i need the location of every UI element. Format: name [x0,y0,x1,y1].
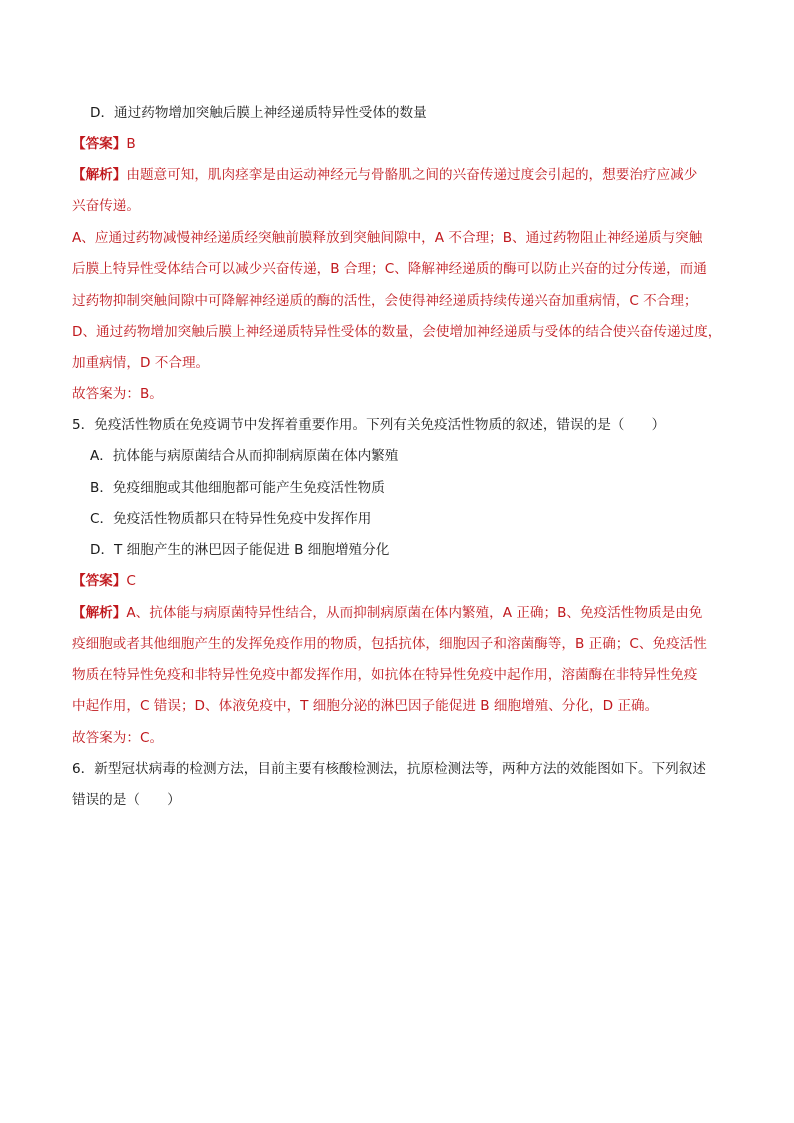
q4-analysis-line-2: 兴奋传递。 [72,198,140,214]
answer-tag: 【答案】 [72,136,127,152]
q4-analysis-line-4: 后膜上特异性受体结合可以减少兴奋传递，B 合理；C、降解神经递质的酶可以防止兴奋的过分传递，而通 [72,261,707,277]
answer-value: B [126,136,136,152]
analysis-tag: 【解析】 [72,167,127,183]
q4-analysis-line-1 [72,165,697,185]
q4-answer [72,134,136,154]
q5-option-c: C．免疫活性物质都只在特异性免疫中发挥作用 [90,511,372,527]
analysis-text: 由题意可知，肌肉痉挛是由运动神经元与骨骼肌之间的兴奋传递过度会引起的，想要治疗应减少 [126,167,698,183]
q6-stem-line-1: 6．新型冠状病毒的检测方法，目前主要有核酸检测法，抗原检测法等，两种方法的效能图如下。下列叙述 [72,761,706,777]
q5-analysis-line-4: 中起作用，C 错误；D、体液免疫中，T 细胞分泌的淋巴因子能促进 B 细胞增殖、分化，D 正确。 [72,698,659,714]
q5-option-a: A．抗体能与病原菌结合从而抑制病原菌在体内繁殖 [90,448,399,464]
q6-stem-line-2: 错误的是（ ） [72,792,181,808]
q5-conclusion: 故答案为：C。 [72,730,164,746]
analysis-text: A、抗体能与病原菌特异性结合，从而抑制病原菌在体内繁殖，A 正确；B、免疫活性物质是由免 [126,605,703,621]
q5-option-d: D．T 细胞产生的淋巴因子能促进 B 细胞增殖分化 [90,542,390,558]
q4-analysis-line-7: 加重病情，D 不合理。 [72,355,210,371]
answer-tag: 【答案】 [72,573,127,589]
q5-stem: 5．免疫活性物质在免疫调节中发挥着重要作用。下列有关免疫活性物质的叙述，错误的是（ ） [72,417,666,433]
q4-analysis-line-3: A、应通过药物减慢神经递质经突触前膜释放到突触间隙中，A 不合理；B、通过药物阻止神经递质与突触 [72,230,703,246]
answer-value: C [126,573,136,589]
q5-analysis-line-3: 物质在特异性免疫和非特异性免疫中都发挥作用，如抗体在特异性免疫中起作用，溶菌酶在非特异性免疫 [72,667,698,683]
q5-answer [72,571,136,591]
q5-analysis-line-1 [72,603,702,623]
q4-analysis-line-6: D、通过药物增加突触后膜上神经递质特异性受体的数量，会使增加神经递质与受体的结合使兴奋传递过度， [72,324,722,340]
q5-analysis-line-2: 疫细胞或者其他细胞产生的发挥免疫作用的物质，包括抗体，细胞因子和溶菌酶等，B 正确；C、免疫活性 [72,636,707,652]
analysis-tag: 【解析】 [72,605,127,621]
q4-analysis-line-5: 过药物抑制突触间隙中可降解神经递质的酶的活性，会使得神经递质持续传递兴奋加重病情，C 不合理； [72,293,698,309]
q4-conclusion: 故答案为：B。 [72,386,163,402]
q5-option-b: B．免疫细胞或其他细胞都可能产生免疫活性物质 [90,480,385,496]
q4-option-d: D．通过药物增加突触后膜上神经递质特异性受体的数量 [90,105,427,121]
